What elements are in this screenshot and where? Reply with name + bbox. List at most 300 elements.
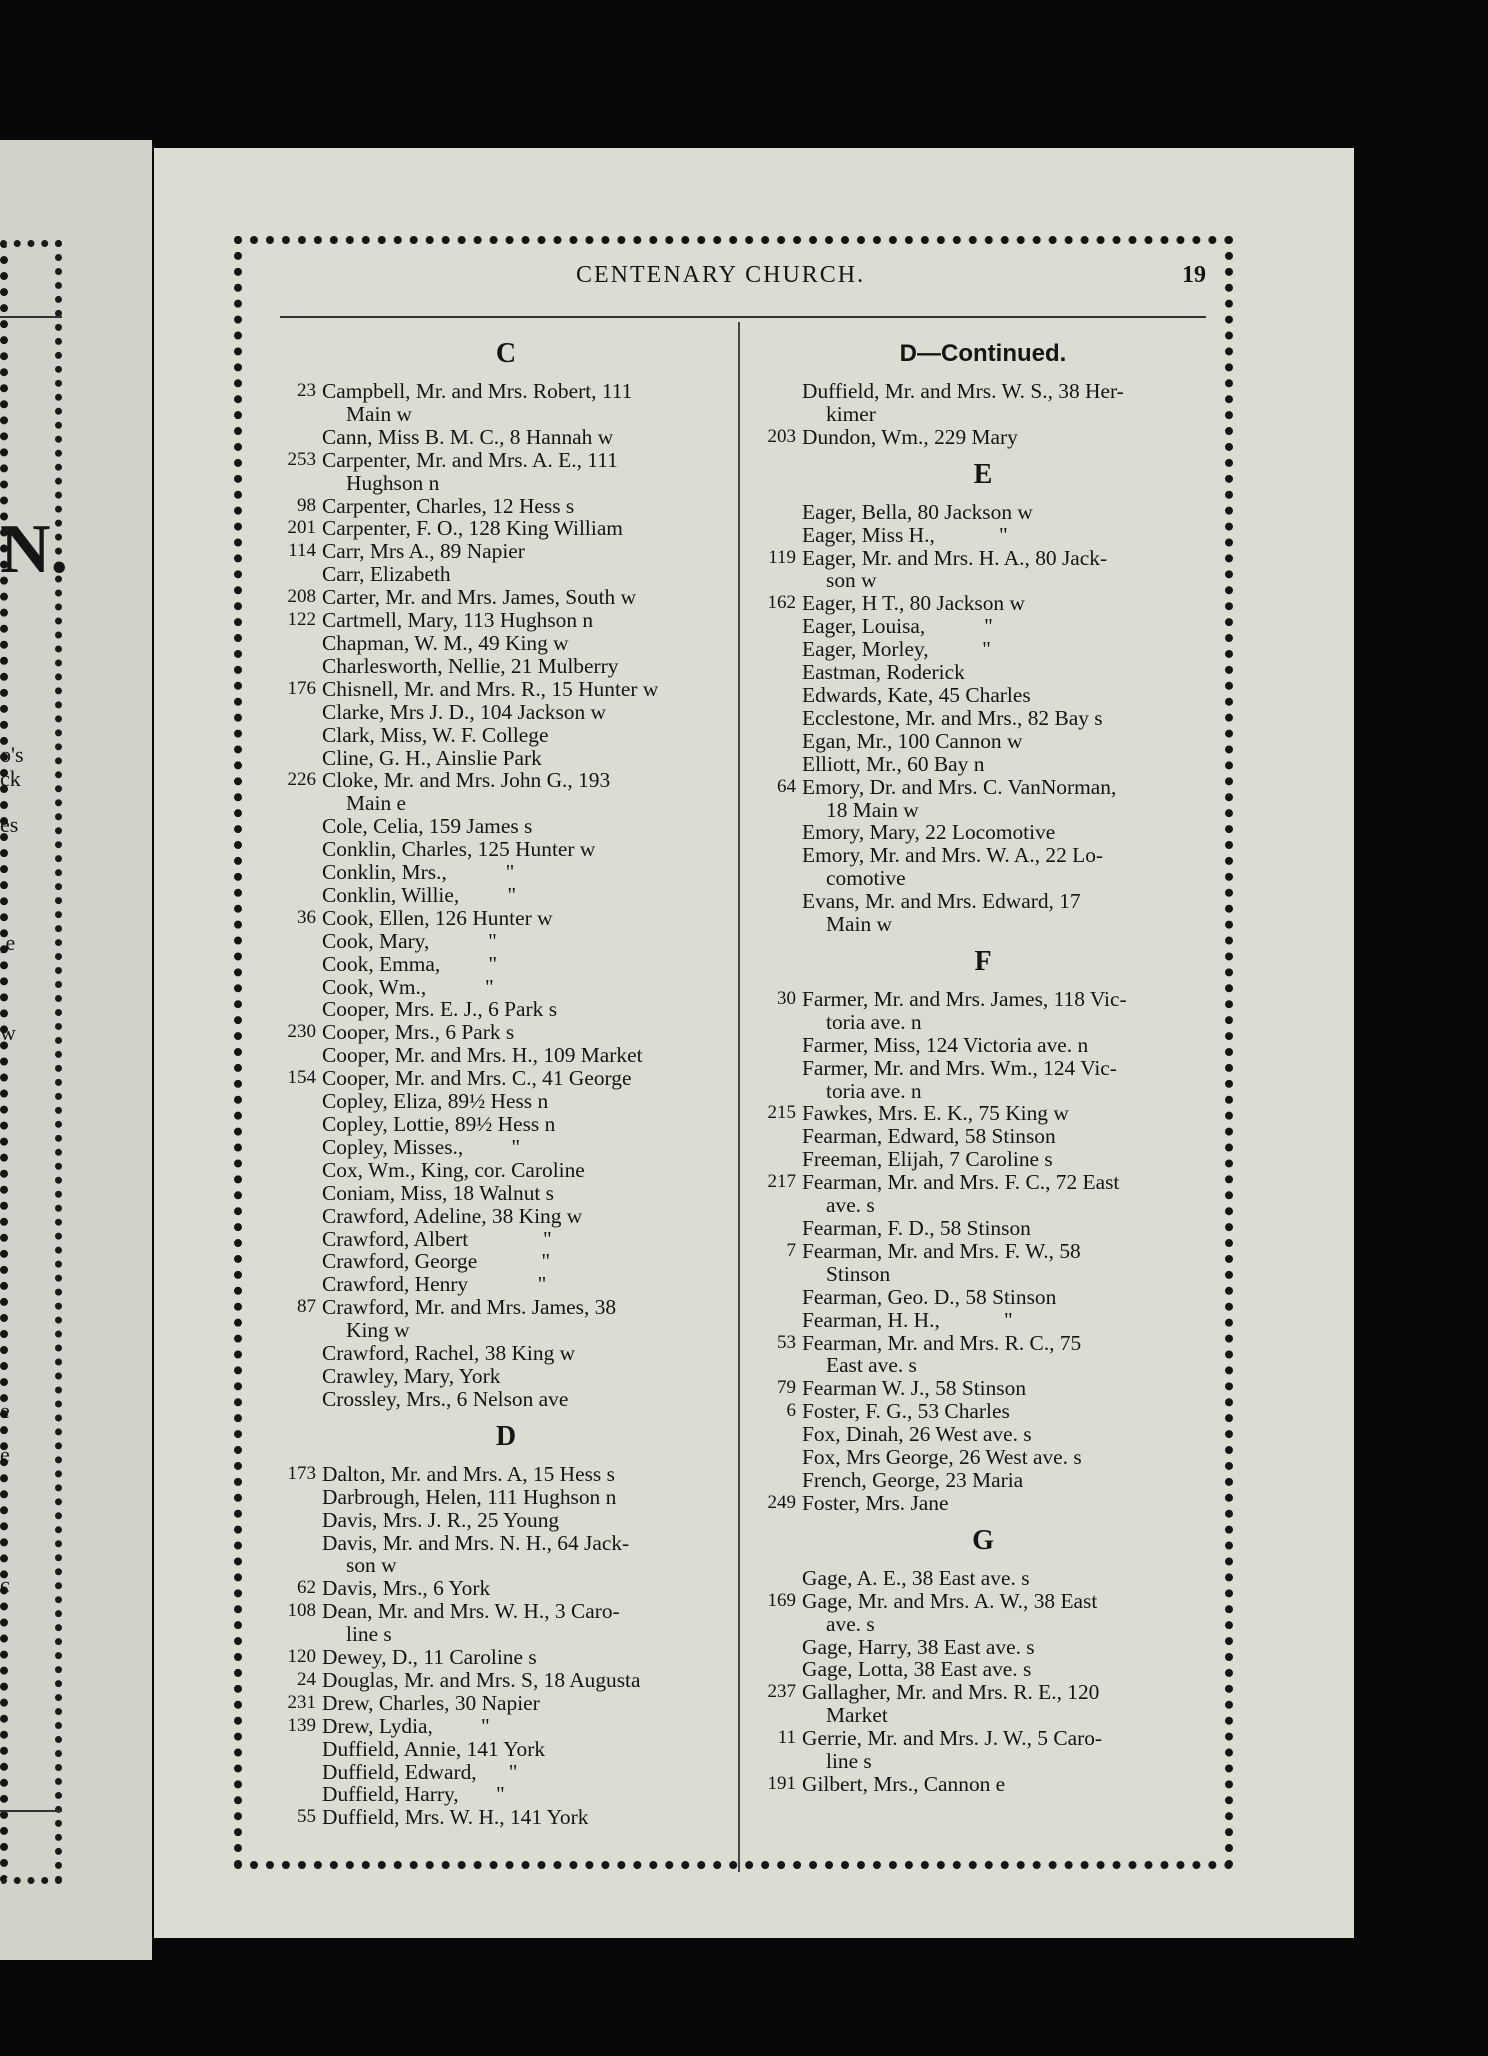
pew-number	[280, 563, 322, 586]
directory-entry	[280, 701, 732, 724]
directory-entry	[280, 655, 732, 678]
directory-entry	[280, 1342, 732, 1365]
pew-number	[760, 1057, 802, 1080]
pew-number	[280, 747, 322, 770]
member-name-address: Fearman, Mr. and Mrs. F. C., 72 East	[802, 1170, 1120, 1195]
directory-entry	[280, 1228, 732, 1251]
column-divider	[738, 322, 740, 1872]
directory-entry-continuation	[760, 1080, 1206, 1103]
directory-entry	[760, 1309, 1206, 1332]
directory-entry	[760, 1400, 1206, 1423]
header-rule	[280, 316, 1206, 318]
member-name-address: Chisnell, Mr. and Mrs. R., 15 Hunter w	[322, 676, 659, 701]
pew-number	[280, 472, 322, 495]
directory-entry	[280, 1067, 732, 1090]
section-letter-heading: D	[495, 1420, 517, 1452]
member-name-address: Fearman, F. D., 58 Stinson	[802, 1216, 1031, 1240]
pew-number	[760, 1034, 802, 1057]
member-name-address: Cline, G. H., Ainslie Park	[322, 745, 542, 770]
member-name-address: Cann, Miss B. M. C., 8 Hannah w	[322, 424, 614, 449]
pew-number	[760, 1750, 802, 1773]
directory-entry-continuation	[760, 1263, 1206, 1286]
member-name-address: Carter, Mr. and Mrs. James, South w	[322, 585, 637, 610]
member-name-address: Market	[826, 1703, 888, 1728]
directory-entry	[280, 495, 732, 518]
directory-entry	[760, 1332, 1206, 1355]
previous-page-rule	[0, 316, 62, 318]
pew-number	[760, 524, 802, 547]
directory-entry	[760, 684, 1206, 707]
member-name-address: son w	[346, 1553, 397, 1578]
pew-number	[280, 1090, 322, 1113]
directory-entry	[280, 1577, 732, 1600]
member-name-address: Conklin, Mrs., "	[322, 860, 515, 885]
directory-entry	[760, 1102, 1206, 1125]
directory-entry	[760, 1727, 1206, 1750]
directory-entry	[280, 632, 732, 655]
directory-entry	[760, 1681, 1206, 1704]
pew-number	[760, 380, 802, 403]
directory-entry	[280, 1159, 732, 1182]
directory-entry	[760, 1217, 1206, 1240]
member-name-address: Fox, Dinah, 26 West ave. s	[802, 1422, 1032, 1447]
pew-number: 64	[777, 775, 796, 797]
member-name-address: French, George, 23 Maria	[802, 1467, 1024, 1492]
directory-entry	[280, 998, 732, 1021]
member-name-address: Crossley, Mrs., 6 Nelson ave	[322, 1386, 569, 1411]
directory-entry	[760, 1286, 1206, 1309]
member-name-address: Carr, Mrs A., 89 Napier	[322, 539, 525, 564]
pew-number	[760, 913, 802, 936]
pew-number	[280, 953, 322, 976]
pew-number	[760, 1286, 802, 1309]
page-number: 19	[1182, 262, 1206, 288]
member-name-address: Emory, Mary, 22 Locomotive	[802, 820, 1056, 845]
member-name-address: Farmer, Miss, 124 Victoria ave. n	[802, 1032, 1089, 1057]
pew-number	[280, 1761, 322, 1784]
directory-entry	[760, 1773, 1206, 1796]
directory-entry	[280, 380, 732, 403]
pew-number	[280, 792, 322, 815]
pew-number: 237	[767, 1681, 796, 1703]
directory-entry	[760, 501, 1206, 524]
directory-entry-continuation	[280, 1319, 732, 1342]
pew-number	[280, 998, 322, 1021]
section-letter-heading: G	[972, 1524, 994, 1556]
pew-number	[280, 1113, 322, 1136]
pew-number	[280, 1532, 322, 1555]
pew-number	[760, 799, 802, 822]
member-name-address: Foster, Mrs. Jane	[802, 1490, 949, 1515]
member-name-address: Cooper, Mrs. E. J., 6 Park s	[322, 997, 558, 1022]
pew-number	[760, 730, 802, 753]
member-name-address: Cartmell, Mary, 113 Hughson n	[322, 608, 594, 633]
directory-entry-continuation	[760, 1613, 1206, 1636]
directory-entry	[760, 753, 1206, 776]
member-name-address: Conklin, Charles, 125 Hunter w	[322, 837, 596, 862]
pew-number: 30	[777, 987, 796, 1009]
pew-number	[280, 1554, 322, 1577]
pew-number	[280, 655, 322, 678]
pew-number	[760, 1217, 802, 1240]
member-name-address: Carpenter, Mr. and Mrs. A. E., 111	[322, 447, 618, 472]
directory-entry	[760, 547, 1206, 570]
directory-entry	[760, 1125, 1206, 1148]
member-name-address: Eager, Bella, 80 Jackson w	[802, 499, 1033, 524]
directory-entry	[760, 1148, 1206, 1171]
member-name-address: Crawford, Rachel, 38 King w	[322, 1341, 576, 1366]
pew-number	[760, 1636, 802, 1659]
pew-number	[760, 1309, 802, 1332]
member-name-address: Main w	[346, 401, 412, 426]
directory-entry	[280, 1296, 732, 1319]
pew-number	[280, 1250, 322, 1273]
pew-number: 201	[287, 517, 316, 539]
pew-number	[760, 501, 802, 524]
pew-number: 23	[297, 380, 316, 401]
member-name-address: Farmer, Mr. and Mrs. James, 118 Vic-	[802, 986, 1127, 1011]
pew-number	[760, 1446, 802, 1469]
member-name-address: Farmer, Mr. and Mrs. Wm., 124 Vic-	[802, 1055, 1117, 1080]
directory-entry	[760, 1469, 1206, 1492]
directory-entry	[760, 661, 1206, 684]
member-name-address: Cook, Emma, "	[322, 951, 498, 976]
pew-number: 11	[777, 1727, 796, 1749]
member-name-address: Cooper, Mr. and Mrs. C., 41 George	[322, 1066, 632, 1091]
pew-number: 139	[287, 1714, 316, 1736]
member-name-address: Chapman, W. M., 49 King w	[322, 630, 569, 655]
member-name-address: Carpenter, Charles, 12 Hess s	[322, 493, 575, 518]
directory-entry	[280, 1669, 732, 1692]
directory-entry	[280, 1646, 732, 1669]
member-name-address: Foster, F. G., 53 Charles	[802, 1399, 1010, 1424]
member-name-address: toria ave. n	[826, 1078, 922, 1103]
pew-number	[760, 1354, 802, 1377]
directory-entry	[760, 1057, 1206, 1080]
member-name-address: Davis, Mr. and Mrs. N. H., 64 Jack-	[322, 1530, 630, 1555]
pew-number: 114	[288, 540, 316, 562]
member-name-address: Coniam, Miss, 18 Walnut s	[322, 1180, 555, 1205]
directory-entry	[760, 1171, 1206, 1194]
pew-number	[760, 1194, 802, 1217]
member-name-address: Copley, Misses., "	[322, 1134, 521, 1159]
directory-entry	[760, 592, 1206, 615]
pew-number	[280, 1388, 322, 1411]
directory-entry	[280, 815, 732, 838]
directory-entry	[760, 1240, 1206, 1263]
pew-number	[760, 753, 802, 776]
pew-number	[760, 1148, 802, 1171]
member-name-address: Campbell, Mr. and Mrs. Robert, 111	[322, 379, 633, 403]
member-name-address: Duffield, Mr. and Mrs. W. S., 38 Her-	[802, 379, 1124, 403]
member-name-address: Drew, Lydia, "	[322, 1713, 490, 1738]
member-name-address: Dewey, D., 11 Caroline s	[322, 1645, 537, 1670]
pew-number	[280, 884, 322, 907]
member-name-address: Eager, H T., 80 Jackson w	[802, 591, 1025, 616]
directory-entry	[760, 730, 1206, 753]
member-name-address: Carr, Elizabeth	[322, 562, 451, 587]
directory-entry-continuation	[760, 1194, 1206, 1217]
directory-entry	[280, 953, 732, 976]
directory-entry	[280, 1273, 732, 1296]
directory-entry	[760, 1567, 1206, 1590]
pew-number	[280, 930, 322, 953]
member-name-address: Fearman, Edward, 58 Stinson	[802, 1124, 1056, 1149]
pew-number: 249	[767, 1491, 796, 1513]
previous-page-text: ck	[0, 766, 21, 791]
member-name-address: Eastman, Roderick	[802, 660, 965, 685]
directory-entry	[280, 426, 732, 449]
pew-number: 169	[767, 1589, 796, 1611]
member-name-address: Egan, Mr., 100 Cannon w	[802, 728, 1023, 753]
member-name-address: Crawford, George "	[322, 1249, 551, 1274]
previous-page-text: c	[0, 1572, 10, 1597]
directory-entry	[760, 890, 1206, 913]
directory-entry	[760, 638, 1206, 661]
member-name-address: East ave. s	[826, 1353, 917, 1378]
page-title: CENTENARY CHURCH.	[576, 262, 866, 288]
pew-number	[280, 861, 322, 884]
directory-entry	[280, 1182, 732, 1205]
pew-number	[760, 867, 802, 890]
member-name-address: Elliott, Mr., 60 Bay n	[802, 751, 985, 776]
member-name-address: Gilbert, Mrs., Cannon e	[802, 1771, 1006, 1796]
directory-entry	[280, 609, 732, 632]
pew-number: 231	[287, 1691, 316, 1713]
directory-entry	[280, 1715, 732, 1738]
member-name-address: Fearman, Geo. D., 58 Stinson	[802, 1284, 1057, 1309]
pew-number	[760, 821, 802, 844]
member-name-address: Fearman, Mr. and Mrs. F. W., 58	[802, 1238, 1081, 1263]
pew-number	[760, 615, 802, 638]
directory-entry	[280, 1806, 732, 1829]
member-name-address: Crawford, Albert "	[322, 1226, 552, 1251]
member-name-address: Cook, Mary, "	[322, 928, 497, 953]
directory-entry	[760, 821, 1206, 844]
member-name-address: Duffield, Annie, 141 York	[322, 1736, 546, 1761]
member-name-address: Duffield, Harry, "	[322, 1782, 505, 1807]
directory-entry	[280, 1250, 732, 1273]
directory-entry	[280, 1044, 732, 1067]
pew-number	[280, 1783, 322, 1806]
directory-entry	[280, 1021, 732, 1044]
member-name-address: Fox, Mrs George, 26 West ave. s	[802, 1445, 1082, 1470]
directory-entry	[760, 1658, 1206, 1681]
member-name-address: Ecclestone, Mr. and Mrs., 82 Bay s	[802, 705, 1103, 730]
pew-number	[280, 1182, 322, 1205]
member-name-address: Clarke, Mrs J. D., 104 Jackson w	[322, 699, 606, 724]
directory-entry	[280, 1600, 732, 1623]
pew-number: 162	[767, 592, 796, 614]
directory-entry	[280, 1365, 732, 1388]
pew-number: 79	[777, 1377, 796, 1399]
directory-entry	[280, 724, 732, 747]
pew-number	[280, 426, 322, 449]
section-letter-heading: C	[495, 338, 517, 369]
directory-entry	[280, 517, 732, 540]
directory-entry	[760, 1423, 1206, 1446]
directory-entry	[760, 1636, 1206, 1659]
directory-entry	[760, 380, 1206, 403]
directory-entry-continuation	[760, 1704, 1206, 1727]
pew-number: 36	[297, 906, 316, 928]
pew-number: 154	[287, 1067, 316, 1089]
directory-entry	[280, 976, 732, 999]
pew-number: 55	[297, 1806, 316, 1828]
member-name-address: ave. s	[826, 1193, 875, 1218]
member-name-address: Fawkes, Mrs. E. K., 75 King w	[802, 1101, 1069, 1126]
member-name-address: Edwards, Kate, 45 Charles	[802, 682, 1031, 707]
member-name-address: Gallagher, Mr. and Mrs. R. E., 120	[802, 1680, 1100, 1705]
member-name-address: Gage, A. E., 38 East ave. s	[802, 1565, 1030, 1590]
directory-entry	[280, 563, 732, 586]
directory-entry-continuation	[280, 1623, 732, 1646]
pew-number	[280, 403, 322, 426]
member-name-address: Charlesworth, Nellie, 21 Mulberry	[322, 653, 619, 678]
member-name-address: Cox, Wm., King, cor. Caroline	[322, 1157, 585, 1182]
pew-number: 108	[287, 1600, 316, 1622]
pew-number	[280, 1319, 322, 1342]
directory-entry	[280, 930, 732, 953]
pew-number	[760, 1658, 802, 1681]
directory-entry-continuation	[760, 913, 1206, 936]
member-name-address: Eager, Miss H., "	[802, 522, 1008, 547]
member-name-address: Cook, Ellen, 126 Hunter w	[322, 905, 553, 930]
pew-number	[760, 1125, 802, 1148]
pew-number	[280, 1738, 322, 1761]
section-letter-heading: F	[974, 945, 992, 977]
member-name-address: Duffield, Mrs. W. H., 141 York	[322, 1805, 589, 1830]
directory-entry	[280, 747, 732, 770]
pew-number	[760, 1263, 802, 1286]
directory-entry	[280, 1205, 732, 1228]
pew-number	[280, 838, 322, 861]
left-column	[280, 332, 732, 1829]
previous-page-text: ,	[0, 1490, 6, 1515]
directory-entry	[280, 769, 732, 792]
running-header	[280, 258, 1206, 318]
previous-page-text: w	[0, 1020, 16, 1045]
pew-number: 230	[287, 1021, 316, 1043]
member-name-address: Drew, Charles, 30 Napier	[322, 1690, 540, 1715]
directory-entry	[760, 615, 1206, 638]
member-name-address: Duffield, Edward, "	[322, 1759, 518, 1784]
directory-entry	[280, 1738, 732, 1761]
directory-entry	[760, 426, 1206, 449]
directory-entry	[280, 884, 732, 907]
pew-number	[760, 684, 802, 707]
member-name-address: Clark, Miss, W. F. College	[322, 722, 549, 747]
member-name-address: Fearman, Mr. and Mrs. R. C., 75	[802, 1330, 1082, 1355]
member-name-address: Gerrie, Mr. and Mrs. J. W., 5 Caro-	[802, 1726, 1103, 1751]
pew-number	[760, 707, 802, 730]
pew-number: 24	[297, 1668, 316, 1690]
previous-page-text: e	[0, 1398, 10, 1423]
previous-page-fragment	[0, 140, 152, 1960]
member-name-address: Dalton, Mr. and Mrs. A, 15 Hess s	[322, 1461, 615, 1486]
pew-number: 217	[767, 1171, 796, 1193]
member-name-address: Darbrough, Helen, 111 Hughson n	[322, 1484, 617, 1509]
directory-entry-continuation	[760, 867, 1206, 890]
member-name-address: King w	[346, 1318, 410, 1343]
member-name-address: Crawley, Mary, York	[322, 1363, 501, 1388]
pew-number: 98	[297, 494, 316, 516]
member-name-address: Crawford, Mr. and Mrs. James, 38	[322, 1295, 617, 1320]
directory-entry	[280, 1090, 732, 1113]
member-name-address: line s	[346, 1622, 392, 1647]
pew-number	[760, 1423, 802, 1446]
member-name-address: Cole, Celia, 159 James s	[322, 814, 533, 839]
pew-number	[760, 569, 802, 592]
pew-number	[280, 815, 322, 838]
pew-number	[280, 1342, 322, 1365]
member-name-address: Copley, Lottie, 89½ Hess n	[322, 1112, 556, 1136]
pew-number: 203	[767, 425, 796, 447]
pew-number	[280, 632, 322, 655]
directory-entry	[760, 524, 1206, 547]
member-name-address: Douglas, Mr. and Mrs. S, 18 Augusta	[322, 1667, 641, 1692]
member-name-address: Freeman, Elijah, 7 Caroline s	[802, 1147, 1053, 1172]
pew-number	[760, 1469, 802, 1492]
member-name-address: Eager, Louisa, "	[802, 614, 993, 639]
member-name-address: toria ave. n	[826, 1009, 922, 1034]
pew-number: 53	[777, 1331, 796, 1353]
directory-entry	[280, 1136, 732, 1159]
member-name-address: Dundon, Wm., 229 Mary	[802, 424, 1018, 449]
member-name-address: Evans, Mr. and Mrs. Edward, 17	[802, 889, 1081, 914]
directory-entry	[280, 1113, 732, 1136]
directory-entry	[280, 678, 732, 701]
pew-number	[280, 1509, 322, 1532]
member-name-address: Conklin, Willie, "	[322, 882, 517, 907]
directory-entry	[760, 988, 1206, 1011]
directory-entry-continuation	[760, 1354, 1206, 1377]
directory-entry-continuation	[760, 1011, 1206, 1034]
member-name-address: Gage, Lotta, 38 East ave. s	[802, 1657, 1032, 1682]
directory-entry	[280, 838, 732, 861]
directory-entry-continuation	[280, 1554, 732, 1577]
member-name-address: Stinson	[826, 1261, 891, 1286]
member-name-address: Cooper, Mr. and Mrs. H., 109 Market	[322, 1043, 643, 1068]
member-name-address: 18 Main w	[826, 797, 919, 822]
directory-entry-continuation	[280, 403, 732, 426]
pew-number	[760, 1567, 802, 1590]
section-letter-heading: E	[973, 458, 993, 490]
pew-number	[760, 1613, 802, 1636]
directory-entry	[760, 776, 1206, 799]
member-name-address: son w	[826, 568, 877, 593]
directory-entry	[280, 1761, 732, 1784]
previous-page-text: o's	[0, 742, 24, 767]
pew-number	[280, 1044, 322, 1067]
pew-number	[760, 638, 802, 661]
directory-entry	[760, 1034, 1206, 1057]
previous-page-letter: N.	[0, 511, 69, 588]
directory-entry	[280, 449, 732, 472]
pew-number: 120	[287, 1646, 316, 1668]
pew-number	[280, 1273, 322, 1296]
directory-entry	[760, 1377, 1206, 1400]
pew-number: 173	[287, 1462, 316, 1484]
directory-entry	[280, 1388, 732, 1411]
directory-entry	[280, 1463, 732, 1486]
pew-number	[280, 1623, 322, 1646]
pew-number	[760, 661, 802, 684]
pew-number	[280, 1205, 322, 1228]
previous-page-border	[0, 240, 62, 1884]
pew-number	[280, 1136, 322, 1159]
member-name-address: Copley, Eliza, 89½ Hess n	[322, 1089, 549, 1114]
